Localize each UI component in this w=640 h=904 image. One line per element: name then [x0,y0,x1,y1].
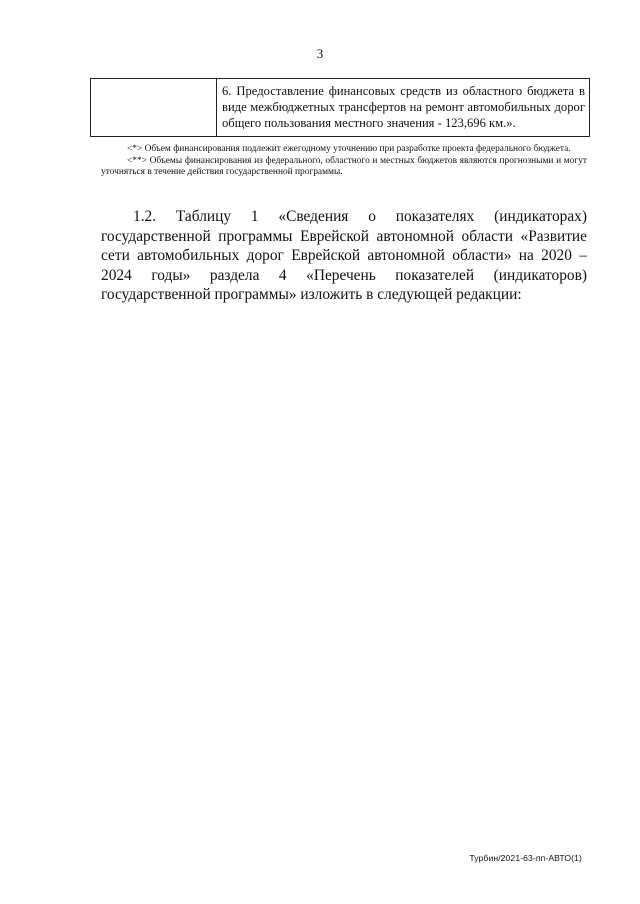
footnote-1: <*> Объем финансирования подлежит ежегодному уточнению при разработке проекта федерального бюджета. [127,144,571,154]
footnote-2: <**> Объемы финансирования из федерального, областного и местных бюджетов являются прогнозными и могут уточняться в течение действия государственной программы. [101,155,587,177]
table-row [91,79,590,137]
table-cell-right: 6. Предоставление финансовых средств из областного бюджета в виде межбюджетных трансфертов на ремонт автомобильных дорог общего пользования местного значения - 123,696 км.». [217,79,590,137]
continuation-table [90,78,590,137]
body-paragraph: 1.2. Таблицу 1 «Сведения о показателях (индикаторах) государственной программы Еврейской автономной области «Развитие сети автомобильных дорог Еврейской автономной области» на 2020 – 2024 годы» раздела 4 «Перечень показателей (индикаторов) государственной программы» изложить в следующей редакции: [101,208,587,304]
table-cell-left [91,79,217,137]
page-number: 3 [316,46,324,61]
document-code: Турбин/2021-63-пп-АВТО(1) [469,853,582,863]
footnotes [101,144,587,179]
